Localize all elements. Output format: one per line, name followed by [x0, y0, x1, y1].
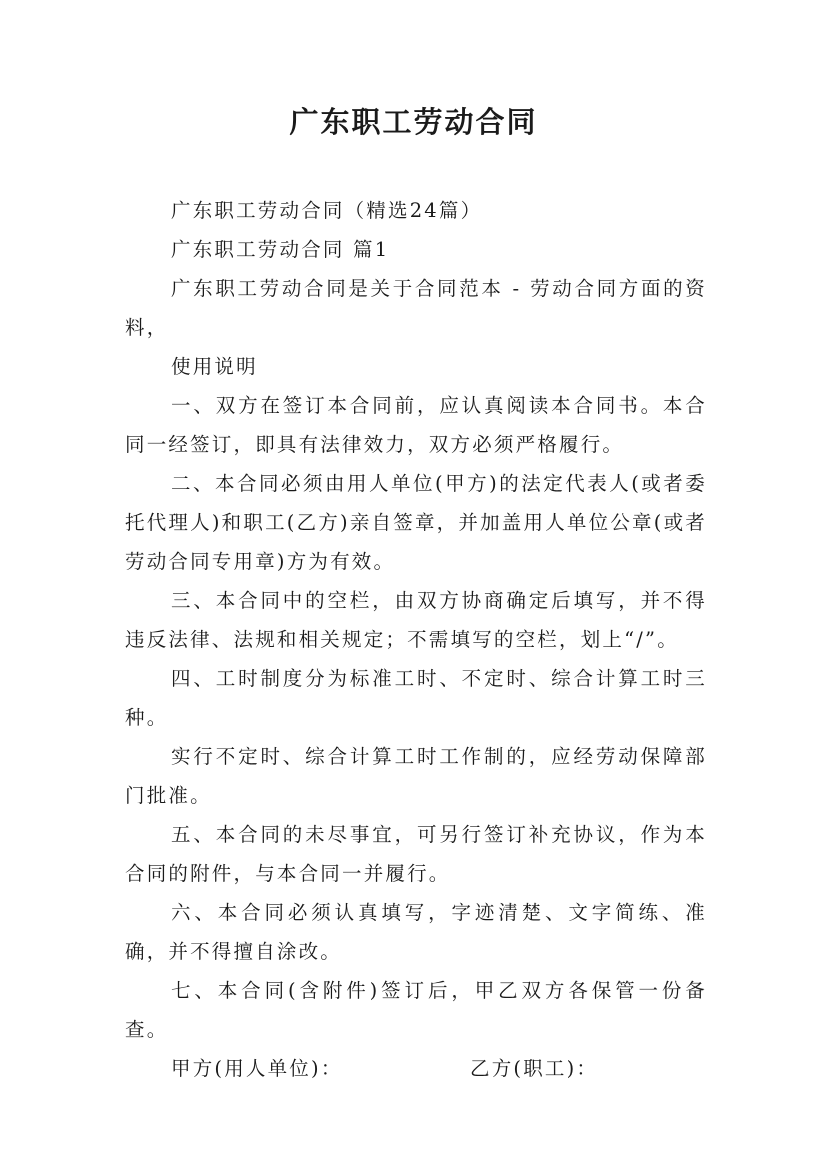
- clause-4-note: 实行不定时、综合计算工时工作制的，应经劳动保障部门批准。: [125, 745, 707, 807]
- usage-heading: 使用说明: [171, 355, 258, 378]
- section-heading: 广东职工劳动合同 篇1: [171, 238, 390, 261]
- clause-3: 三、本合同中的空栏，由双方协商确定后填写，并不得违反法律、法规和相关规定；不需填写的空栏，划上“/”。: [125, 589, 707, 651]
- clause-1: 一、双方在签订本合同前，应认真阅读本合同书。本合同一经签订，即具有法律效力，双方必须严格履行。: [125, 394, 707, 456]
- clause-5: 五、本合同的未尽事宜，可另行签订补充协议，作为本合同的附件，与本合同一并履行。: [125, 823, 707, 885]
- document-body: [125, 191, 707, 1088]
- party-a-label: 甲方(用人单位)：: [171, 1057, 343, 1080]
- clause-6: 六、本合同必须认真填写，字迹清楚、文字简练、准确，并不得擅自涂改。: [125, 901, 707, 963]
- clause-2: 二、本合同必须由用人单位(甲方)的法定代表人(或者委托代理人)和职工(乙方)亲自签章，并加盖用人单位公章(或者劳动合同专用章)方为有效。: [125, 472, 707, 573]
- signature-row: [125, 1049, 707, 1088]
- clause-7: 七、本合同(含附件)签订后，甲乙双方各保管一份备查。: [125, 979, 707, 1041]
- party-b-label: 乙方(职工)：: [470, 1057, 599, 1080]
- intro-paragraph: 广东职工劳动合同是关于合同范本 - 劳动合同方面的资料，: [125, 277, 707, 339]
- subtitle-paragraph: 广东职工劳动合同（精选24篇）: [171, 199, 483, 222]
- clause-4: 四、工时制度分为标准工时、不定时、综合计算工时三种。: [125, 667, 707, 729]
- document-title: 广东职工劳动合同: [289, 105, 538, 139]
